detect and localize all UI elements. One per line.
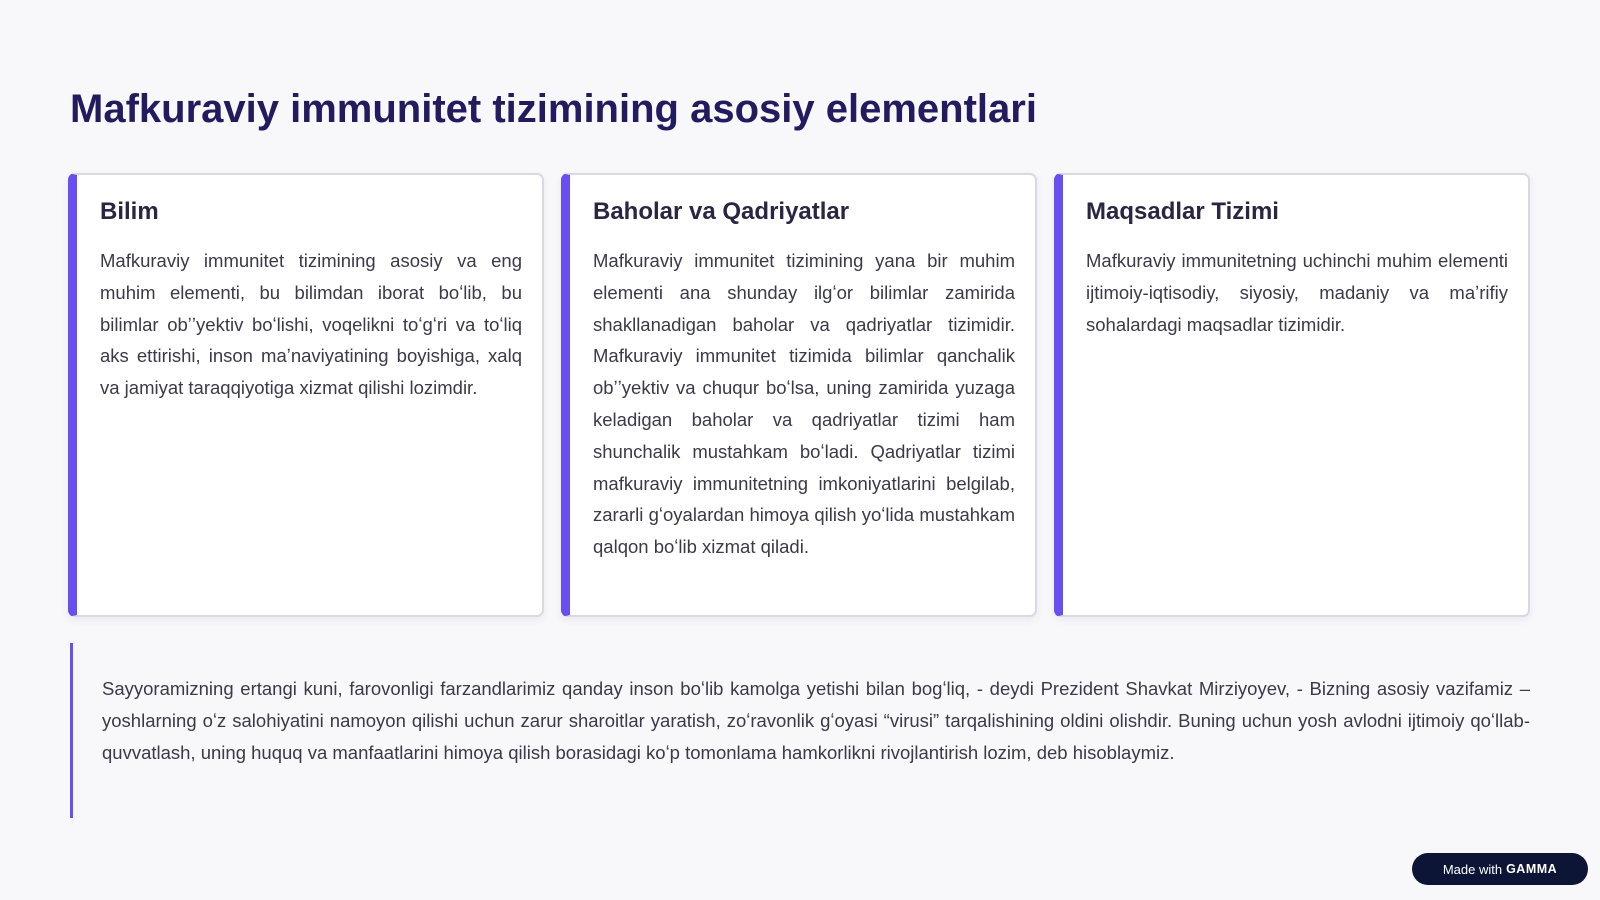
- slide-title: Mafkuraviy immunitet tizimining asosiy elementlari: [70, 87, 1037, 131]
- card-heading: Baholar va Qadriyatlar: [593, 198, 850, 225]
- card-text: Mafkuraviy immunitetning uchinchi muhim elementi ijtimoiy-iqtisodiy, siyosiy, madaniy va maʼrifiy sohalardagi maqsadlar tizimidir.: [1086, 250, 1508, 335]
- quote-block: [70, 643, 1530, 818]
- cards-row: [68, 173, 1530, 617]
- card-heading: Bilim: [100, 198, 159, 225]
- badge-prefix: Made with: [1442, 861, 1503, 877]
- card-text: Mafkuraviy immunitet tizimining yana bir muhim elementi ana shunday ilgʻor bilimlar zamirida shakllanadigan baholar va qadriyatlar tizimidir. Mafkuraviy immunitet tizimida bilimlar qanchalik obʼʼyektiv va chuqur boʻlsa, uning zamirida yuzaga keladigan baholar va qadriyatlar tizimi ham shunchalik mustahkam boʻladi. Qadriyatlar tizimi mafkuraviy immunitetning imkoniyatlarini belgilab, zararli gʻoyalardan himoya qilish yoʻlida mustahkam qalqon boʻlib xizmat qiladi.: [593, 250, 1015, 558]
- card-bilim: [68, 173, 544, 617]
- card-heading: Maqsadlar Tizimi: [1086, 198, 1279, 225]
- card-maqsadlar-tizimi: [1054, 173, 1530, 617]
- quote-text: Sayyoramizning ertangi kuni, farovonligi farzandlarimiz qanday inson boʻlib kamolga yetishi bilan bogʻliq, - deydi Prezident Shavkat Mirziyoyev, - Bizning asosiy vazifamiz – yoshlarning oʻz salohiyatini namoyon qilishi uchun zarur sharoitlar yaratish, zoʻravonlik gʻoyasi “virusi” tarqalishining oldini olishdir. Buning uchun yosh avlodni ijtimoiy qoʻllab-quvvatlash, uning huquq va manfaatlarini himoya qilish borasidagi koʻp tomonlama hamkorlikni rivojlantirish lozim, deb hisoblaymiz.: [102, 678, 1530, 763]
- gamma-logo: GAMMA: [1506, 862, 1558, 876]
- card-text: Mafkuraviy immunitet tizimining asosiy va eng muhim elementi, bu bilimdan iborat boʻlib, bu bilimlar obʼʼyektiv boʻlishi, voqelikni toʻgʻri va toʻliq aks ettirishi, inson maʼnaviyatining boyishiga, xalq va jamiyat taraqqiyotiga xizmat qilishi lozimdir.: [100, 250, 522, 399]
- made-with-gamma-badge[interactable]: [1412, 853, 1588, 885]
- card-baholar-va-qadriyatlar: [561, 173, 1037, 617]
